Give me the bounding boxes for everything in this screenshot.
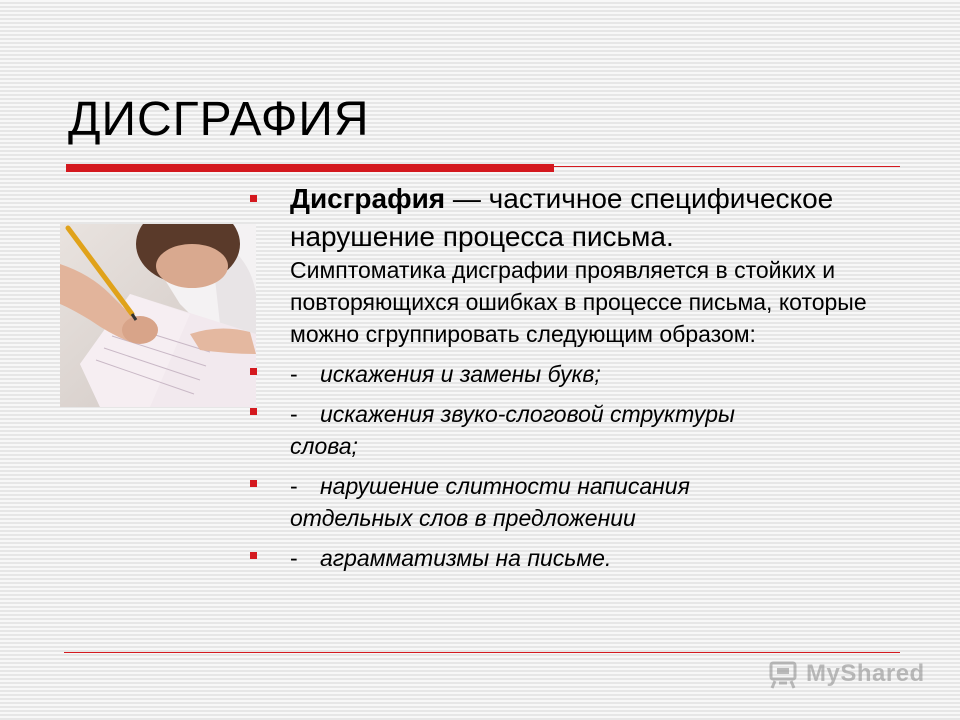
list-item-text-cont: слова; (290, 433, 358, 459)
list-item-text-cont: отдельных слов в предложении (290, 505, 636, 531)
list-item-text: искажения звуко-слоговой структуры (320, 401, 735, 427)
slide-content (244, 180, 884, 574)
list-item-text: искажения и замены букв; (320, 361, 601, 387)
list-item-text: нарушение слитности написания (320, 473, 690, 499)
bullet-icon (250, 552, 257, 559)
list-item-dash: - (290, 361, 298, 387)
definition-term: Дисграфия (290, 183, 446, 214)
slide-title: ДИСГРАФИЯ (68, 93, 370, 146)
footer-line (64, 652, 900, 653)
photo-illustration (60, 224, 256, 407)
bullet-icon (250, 195, 257, 202)
title-underline-bar (66, 164, 554, 172)
child-writing-photo (60, 224, 256, 407)
bullet-icon (250, 368, 257, 375)
definition-detail: Симптоматика дисграфии проявляется в стойких и повторяющихся ошибках в процессе письма, которые можно сгруппировать следующим образом: (290, 257, 867, 347)
list-item-dash: - (290, 401, 298, 427)
list-item-text: аграмматизмы на письме. (320, 545, 612, 571)
list-item-dash: - (290, 473, 298, 499)
watermark (766, 656, 925, 692)
list-item-dash: - (290, 545, 298, 571)
list-item (244, 470, 884, 534)
watermark-text: MyShared (806, 660, 925, 687)
bullet-icon (250, 480, 257, 487)
definition-item (244, 180, 884, 350)
myshared-logo-icon (766, 657, 800, 691)
bullet-icon (250, 408, 257, 415)
definition-text: — частичное специфическое нарушение процесса письма. (290, 183, 834, 252)
list-item (244, 358, 884, 390)
title-underline-thin (554, 166, 900, 167)
list-item (244, 542, 884, 574)
list-item (244, 398, 884, 462)
